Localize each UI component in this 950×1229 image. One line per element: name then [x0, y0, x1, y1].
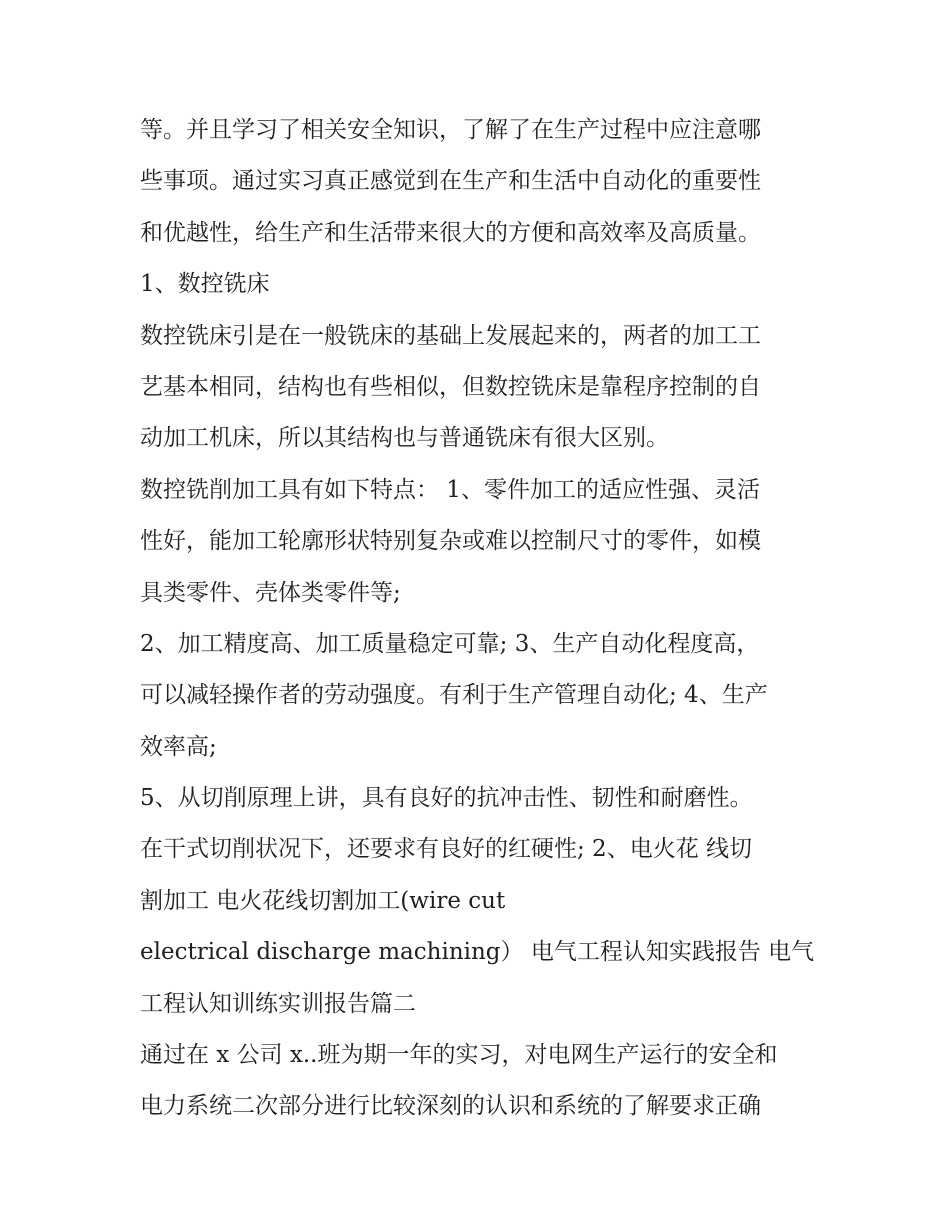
text-line: electrical discharge machining） 电气工程认知实践报告 电气 — [140, 939, 815, 966]
text-line: 具类零件、壳体类零件等; — [140, 579, 401, 606]
text-line: 割加工 电火花线切割加工(wire cut — [140, 887, 506, 914]
text-line: 些事项。通过实习真正感觉到在生产和生活中自动化的重要性 — [140, 168, 761, 195]
text-line: 2、加工精度高、加工质量稳定可靠; 3、生产自动化程度高， — [140, 630, 760, 657]
text-line: 5、从切削原理上讲，具有良好的抗冲击性、韧性和耐磨性。 — [140, 785, 753, 812]
text-line: 艺基本相同，结构也有些相似，但数控铣床是靠程序控制的自 — [140, 373, 761, 400]
text-line: 性好，能加工轮廓形状特别复杂或难以控制尺寸的零件，如模 — [140, 528, 761, 555]
text-line: 在干式切削状况下，还要求有良好的红硬性; 2、电火花 线切 — [140, 836, 753, 863]
text-line: 可以减轻操作者的劳动强度。有利于生产管理自动化; 4、生产 — [140, 682, 768, 709]
text-line: 数控铣削加工具有如下特点： 1、零件加工的适应性强、灵活 — [140, 476, 760, 503]
text-line: 和优越性，给生产和生活带来很大的方便和高效率及高质量。 — [140, 219, 761, 246]
text-line: 电力系统二次部分进行比较深刻的认识和系统的了解要求正确 — [140, 1093, 761, 1120]
text-line: 通过在 x 公司 x..班为期一年的实习，对电网生产运行的安全和 — [140, 1042, 778, 1069]
section-heading: 1、数控铣床 — [140, 271, 270, 298]
text-line: 效率高; — [140, 733, 217, 760]
text-line: 动加工机床，所以其结构也与普通铣床有很大区别。 — [140, 425, 669, 452]
body-text — [140, 107, 820, 1135]
text-line: 工程认知训练实训报告篇二 — [140, 990, 416, 1017]
text-line: 数控铣床引是在一般铣床的基础上发展起来的，两者的加工工 — [140, 322, 761, 349]
text-line: 等。并且学习了相关安全知识，了解了在生产过程中应注意哪 — [140, 117, 761, 143]
